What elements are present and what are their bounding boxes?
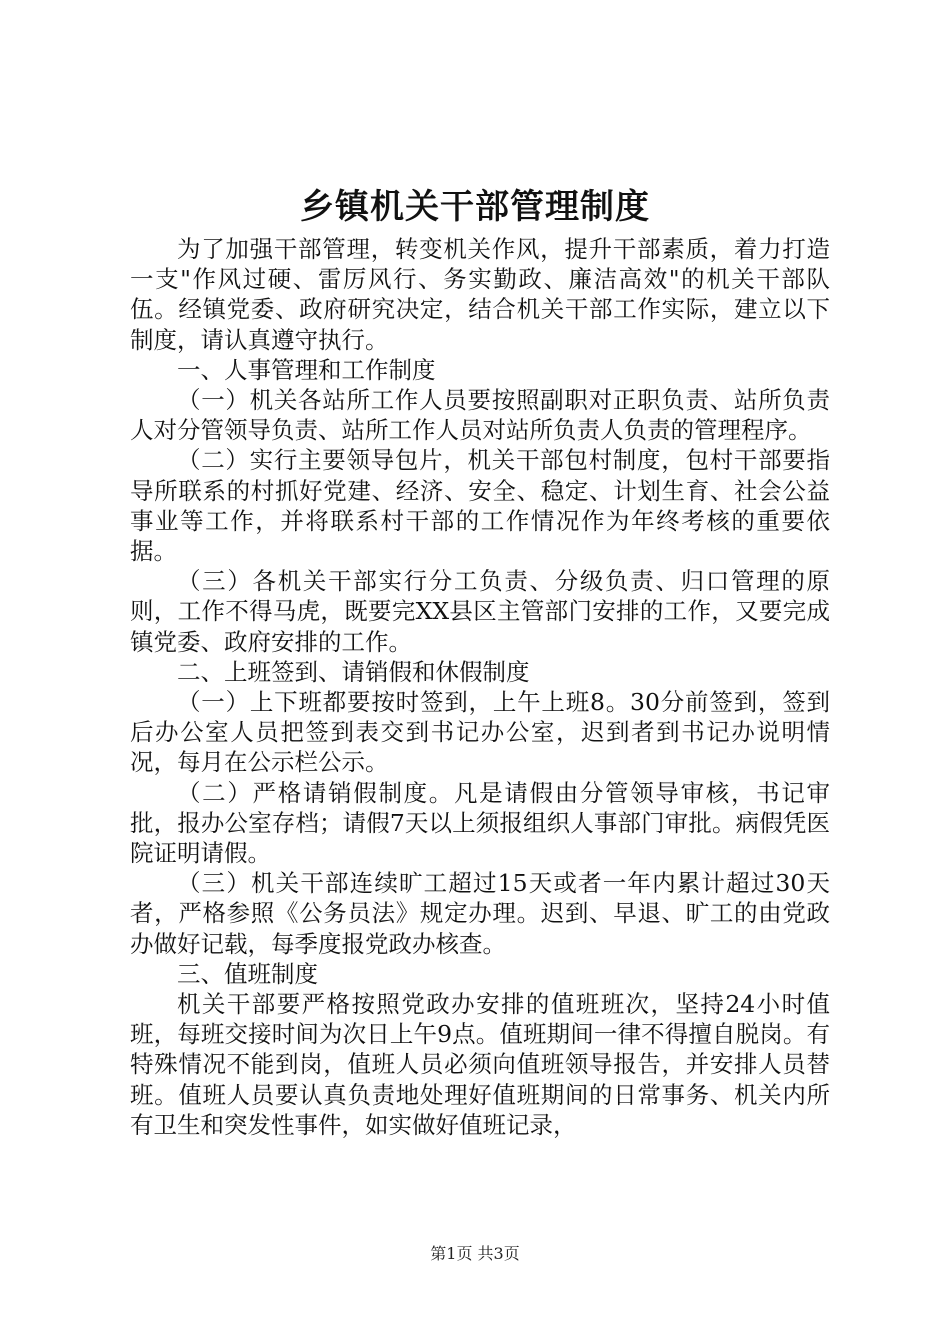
- paragraph-personnel-3: （三）各机关干部实行分工负责、分级负责、归口管理的原则，工作不得马虎，既要完XX县区主管部门安排的工作，又要完成镇党委、政府安排的工作。: [130, 567, 830, 656]
- intro-paragraph: 为了加强干部管理，转变机关作风，提升干部素质，着力打造一支"作风过硬、雷厉风行、务实勤政、廉洁高效"的机关干部队伍。经镇党委、政府研究决定，结合机关干部工作实际，建立以下制度，请认真遵守执行。: [130, 235, 830, 354]
- page-number-footer: 第1页 共3页: [430, 1244, 520, 1263]
- paragraph-attendance-2: （二）严格请销假制度。凡是请假由分管领导审核，书记审批，报办公室存档；请假7天以上须报组织人事部门审批。病假凭医院证明请假。: [130, 778, 830, 868]
- section-heading-attendance: 二、上班签到、请销假和休假制度: [177, 657, 530, 686]
- paragraph-attendance-1: （一）上下班都要按时签到，上午上班8。30分前签到，签到后办公室人员把签到表交到书记办公室，迟到者到书记办说明情况，每月在公示栏公示。: [130, 688, 830, 777]
- section-heading-personnel: 一、人事管理和工作制度: [177, 355, 436, 384]
- document-body: [130, 234, 830, 1140]
- paragraph-personnel-1: （一）机关各站所工作人员要按照副职对正职负责、站所负责人对分管领导负责、站所工作人员对站所负责人负责的管理程序。: [130, 386, 830, 445]
- document-title: 乡镇机关干部管理制度: [300, 187, 650, 227]
- paragraph-personnel-2: （二）实行主要领导包片，机关干部包村制度，包村干部要指导所联系的村抓好党建、经济、安全、稳定、计划生育、社会公益事业等工作，并将联系村干部的工作情况作为年终考核的重要依据。: [130, 446, 830, 566]
- paragraph-attendance-3: （三）机关干部连续旷工超过15天或者一年内累计超过30天者，严格参照《公务员法》规定办理。迟到、早退、旷工的由党政办做好记载，每季度报党政办核查。: [130, 869, 830, 958]
- paragraph-duty-1: 机关干部要严格按照党政办安排的值班班次，坚持24小时值班，每班交接时间为次日上午9点。值班期间一律不得擅自脱岗。有特殊情况不能到岗，值班人员必须向值班领导报告，并安排人员替班。值班人员要认真负责地处理好值班期间的日常事务、机关内所有卫生和突发性事件，如实做好值班记录，: [130, 990, 830, 1139]
- section-heading-duty: 三、值班制度: [177, 959, 318, 988]
